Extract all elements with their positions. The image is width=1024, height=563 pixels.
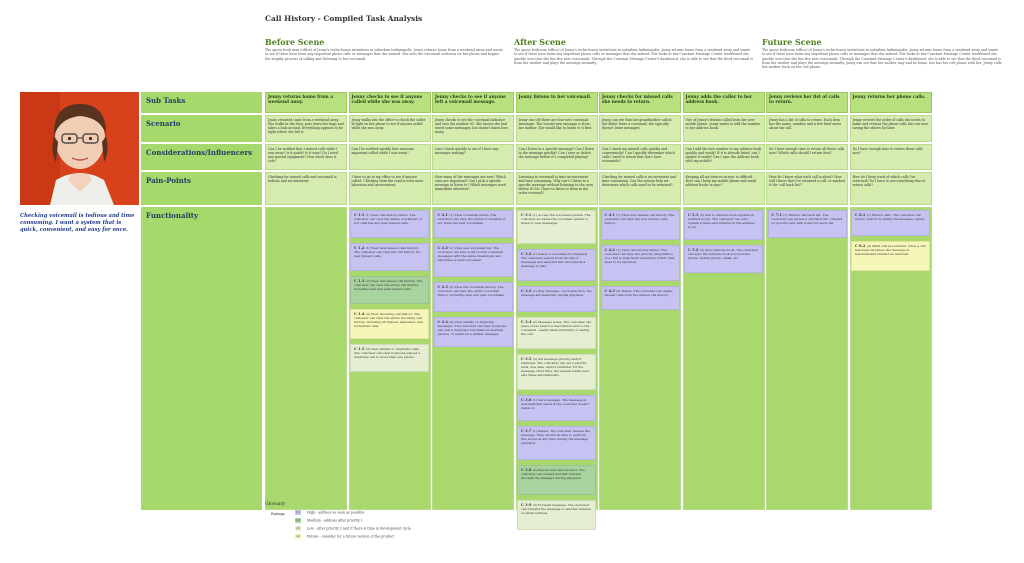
cell-painpoint: Listening to voicemail is time inconvenient and time consuming. Why can't I listen to a specific message without listening to the ones before it? Do I have to listen to them in the order received?: [516, 172, 598, 205]
functionality-card: [350, 344, 429, 372]
cell-painpoint: How do I know what each call is about? How will I know that I've returned a call, or marked it the 'call back list'?: [766, 172, 848, 205]
functionality-code: C 3.4: [521, 320, 533, 324]
functionality-priority: (2): [699, 213, 705, 217]
functionality-priority: (3): [532, 357, 538, 361]
functionality-card: [684, 245, 763, 273]
cell-scenario: Jenny checks to see the voicemail indicator and sees the number 05. She knows she had saved some messages, but doesn't know how many.: [432, 115, 514, 142]
functionality-text: View call history status. The customer can view the status of whether or not calls has any new missed calls.: [354, 213, 423, 225]
functionality-card: [350, 276, 429, 304]
functionality-code: C 2.4: [437, 320, 450, 324]
cell-consideration: Can I check my missed calls quickly and conveniently? Can I quickly determine which calls I need to return that don't have voicemails?: [599, 144, 681, 170]
document-title: Call History - Compiled Task Analysis: [265, 14, 423, 23]
functionality-priority: (1): [532, 252, 538, 256]
functionality-text: Mark call as returned. Once a call has been returned, the message is automatically marked as returned.: [855, 244, 926, 256]
functionality-code: C 3.9: [521, 503, 533, 507]
glossary-swatch: (3): [295, 526, 301, 530]
functionality-card: [517, 286, 596, 312]
functionality-card: [434, 317, 513, 347]
glossary-text: Future - consider for a future version of the product: [307, 534, 395, 539]
functionality-text: Save message. The message is automatically saved if the customer doesn't delete it.: [521, 398, 590, 410]
functionality-code: C 1.2: [354, 246, 366, 250]
functionality-priority: (1): [449, 246, 455, 250]
functionality-card: [768, 210, 847, 238]
functionality-text: Add to address book (update in address book). The customer can add / update a name and number in the address book.: [688, 213, 755, 229]
functionality-code: C 2.2: [437, 246, 450, 250]
glossary-swatch: (4): [295, 534, 301, 538]
cell-consideration: Can I be notified quickly that someone important called while I was away?: [349, 144, 431, 170]
functionality-code: C 7.1: [771, 213, 784, 217]
functionality-card: [517, 465, 596, 495]
functionality-card: [350, 243, 429, 271]
functionality-code: C 3.8: [521, 468, 533, 472]
cell-scenario: Jenny can see that her grandmother called, but didn't leave a voicemail; she typically doesn't leave messages.: [599, 115, 681, 142]
scene-title-before: Before Scene: [265, 37, 325, 47]
cell-scenario: Jenny returned came from a weekend away. She walks in the door, puts down her bags and takes a look around. Everything appears to be right where she left it.: [265, 115, 347, 142]
cell-scenario: Jenny reviews the order of calls she needs to make and returns the phone calls she can now, saving the others for later.: [850, 115, 932, 142]
functionality-text: View new voicemail list. The customer can view a list of new voicemail messages with the same breakdown and date/time of each voicemail.: [437, 246, 503, 262]
row-label-scenario: Scenario: [141, 115, 262, 142]
functionality-text: View similar or duplicate messages. The customer can view if anyone who left a duplicate voicemail on multiple phones, or email for a similar message.: [437, 320, 507, 336]
cell-painpoint: Checking for missed calls is inconvenient and time consuming. Can the system help me determine which calls need to be returned?: [599, 172, 681, 205]
persona-quote: Checking voicemail is tedious and time consuming. I want a system that is quick, convenient, and easy for once.: [20, 213, 135, 234]
functionality-priority: (1): [532, 398, 538, 402]
cell-scenario: Jenny walks into the office to check the caller id light on her phone to see if anyone called while she was away.: [349, 115, 431, 142]
functionality-priority: (1): [783, 213, 789, 217]
functionality-code: C 1.5: [354, 347, 366, 351]
row-label-painpoints: Pain-Points: [141, 172, 262, 205]
functionality-card: [517, 210, 596, 244]
functionality-text: Sync address book. The customer can sync the address book across home phone, mobile phone, email, etc.: [688, 248, 758, 260]
scene-title-future: Future Scene: [762, 37, 822, 47]
functionality-priority: (1): [532, 289, 538, 293]
cell-subtask: Jenny returns home from a weekend away.: [265, 92, 347, 113]
functionality-text: View call priority status. The customer can view the priority (importance of a call) to help them determine which calls need to be returned.: [604, 248, 675, 264]
functionality-code: C 3.5: [521, 357, 533, 361]
functionality-card: [434, 210, 513, 238]
functionality-priority: (1): [532, 213, 538, 217]
functionality-code: C 8.1: [855, 213, 867, 217]
functionality-text: Rewind and fast-forward. The customer can rewind and fast forward through the message during playback.: [521, 468, 585, 480]
cell-painpoint: How many of the messages are new? Which ones are important? Can I pick a specific message to listen to? Which messages need immediate attention?: [432, 172, 514, 205]
functionality-priority: (4): [866, 244, 872, 248]
functionality-priority: (3): [532, 503, 538, 507]
functionality-card: [851, 241, 930, 271]
functionality-card: [517, 354, 596, 390]
functionality-card: [601, 245, 680, 281]
cell-consideration: Do I have enough time to return all these calls now? Which calls should I return first?: [766, 144, 848, 170]
functionality-text: Review call back list. The customer can review a call back list, ordered by priority, and with notes for each call.: [771, 213, 843, 225]
glossary-subtitle: Ratings: [271, 512, 285, 516]
functionality-code: C 4.1: [604, 213, 617, 217]
functionality-text: Delete. The customer deletes the message. They should be able to perform this action at any time during the message playback.: [521, 429, 591, 445]
functionality-code: C 3.6: [521, 398, 533, 402]
glossary-text: Medium - address after priority 1: [307, 518, 363, 523]
functionality-card: [434, 243, 513, 277]
functionality-code: C 1.1: [354, 213, 366, 217]
functionality-code: C 5.1: [688, 213, 700, 217]
functionality-code: C 3.3: [521, 289, 533, 293]
glossary-item: [295, 534, 394, 539]
functionality-code: C 1.3: [354, 279, 366, 283]
cell-scenario: Jenny has a list of calls to return. Each item has the name, number, and a few brief notes about the call.: [766, 115, 848, 142]
functionality-priority: (2): [449, 285, 455, 289]
glossary-text: Low - after priority 2 and if there is time in development cycle: [307, 526, 412, 531]
cell-consideration: Can I listen to a specific message? Can I listen to the message quickly? Can I save or delete the message before it's completed playing?: [516, 144, 598, 170]
functionality-text: Set message priority and/or reminder. The customer can set a priority level, due date, and/or reminder for the message. Over time, the system learns and sets these automatically.: [521, 357, 589, 377]
cell-scenario: Jenny can tell there are four new voicemail messages. The second new message is from her mother. She would like to listen to it first.: [516, 115, 598, 142]
cell-subtask: Jenny reviews her list of calls to return.: [766, 92, 848, 113]
glossary-item: [295, 518, 363, 523]
scene-intro-before: The quote book man (office) of Jenny's techn-house inventions in suburban Indianapolis. Jenny returns home from a weekend away and wants to see if there have been any important phone calls or messages that she missed. She sees the voicemail indicator on her phone and begins the lengthy process of calling and listening to her voicemail.: [265, 48, 503, 61]
functionality-card: [517, 426, 596, 460]
functionality-card: [517, 317, 596, 349]
functionality-code: C 3.7: [521, 429, 533, 433]
functionality-priority: (2): [532, 320, 538, 324]
cell-subtask: Jenny checks to see if anyone left a voicemail message.: [432, 92, 514, 113]
functionality-text: Access the voicemail system. The customer accesses the voicemail system to listen to new messages.: [521, 213, 591, 225]
cell-painpoint: Keeping all my devices in sync is difficult. How can I keep my mobile phone and email address books in sync?: [683, 172, 765, 205]
functionality-card: [601, 286, 680, 310]
cell-consideration: Can I be notified that I missed calls while I was away? Is it quick? Is it easy? Do I need any special equipment? How much does it cost?: [265, 144, 347, 170]
functionality-card: [434, 282, 513, 312]
functionality-text: View new missed calls history. The customer can view the call history for new missed calls.: [354, 246, 421, 258]
functionality-priority: (3): [365, 347, 371, 351]
functionality-card: [350, 309, 429, 339]
cell-scenario: One of Jenny's friends called from her new mobile phone. Jenny wants to add the number to her address book.: [683, 115, 765, 142]
functionality-code: C 8.2: [855, 244, 867, 248]
glossary-swatch: (1): [295, 510, 301, 514]
persona-portrait-image: [20, 92, 139, 205]
functionality-code: C 2.3: [437, 285, 450, 289]
functionality-text: Play message. Upon selection, the message automatically begins playback.: [521, 289, 592, 297]
cell-subtask: Jenny checks for missed calls she needs to return.: [599, 92, 681, 113]
functionality-text: Forward message. The customer can forward the message to another number or email address.: [521, 503, 592, 515]
cell-consideration: Can I check quickly to see if I have any messages waiting?: [432, 144, 514, 170]
functionality-priority: (2): [532, 468, 538, 472]
persona-photo: [20, 92, 139, 205]
glossary-title: Glossary: [265, 502, 286, 507]
functionality-column: [766, 207, 848, 510]
functionality-text: View similar or duplicate calls. The customer can view if anyone placed a duplicate call to more than one phone.: [354, 347, 420, 359]
functionality-code: C 2.1: [437, 213, 450, 217]
functionality-text: Select a voicemail for playback. The customer selects from the list of messages and selected info and selects a message to play.: [521, 252, 588, 268]
functionality-card: [517, 500, 596, 530]
functionality-text: View voicemail status. The customer can view the status of whether or not there are new voicemails.: [437, 213, 506, 225]
functionality-text: Message notes. The customer can place notes and/or a description next to the voicemail - useful when returning or saving the call.: [521, 320, 592, 336]
functionality-text: View new missed call history. The customer can view the new missed calls history.: [604, 213, 675, 225]
functionality-priority: (3): [365, 312, 371, 316]
functionality-code: C 5.2: [688, 248, 700, 252]
functionality-text: View full voicemail history. The customer can view the entire voicemail history, including new and past voicemails.: [437, 285, 505, 297]
cell-painpoint: How do I keep track of which calls I've returned? Do I have to use something else to return calls?: [850, 172, 932, 205]
functionality-text: View full missed call history. The customer can view the entire call history, including new and past missed calls.: [354, 279, 423, 291]
functionality-card: [517, 249, 596, 281]
functionality-card: [517, 395, 596, 421]
scene-title-after: After Scene: [514, 37, 566, 47]
cell-consideration: Can I add the new number to my address book quickly and easily? If it is already listed, can I update it easily? Can I sync the address book with my mobile?: [683, 144, 765, 170]
functionality-column: [265, 207, 347, 510]
functionality-card: [684, 210, 763, 240]
glossary-swatch: (2): [295, 518, 301, 522]
functionality-card: [851, 210, 930, 236]
functionality-card: [350, 210, 429, 238]
functionality-code: C 3.2: [521, 252, 533, 256]
row-label-functionality: Functionality: [141, 207, 262, 510]
glossary-item: [295, 510, 364, 515]
cell-subtask: Jenny returns her phone calls.: [850, 92, 932, 113]
row-label-subtasks: Sub Tasks: [141, 92, 262, 113]
functionality-code: C 4.2: [604, 248, 617, 252]
functionality-code: C 1.4: [354, 312, 366, 316]
functionality-priority: (2): [616, 289, 622, 293]
glossary-item: [295, 526, 411, 531]
functionality-priority: (1): [866, 213, 872, 217]
functionality-text: Return calls. The customer can return calls from within the message center.: [855, 213, 925, 221]
cell-subtask: Jenny checks to see if anyone called while she was away.: [349, 92, 431, 113]
functionality-card: [601, 210, 680, 240]
scene-intro-future: The quote bedroom (office) of Jenny's techn-house inventions in suburban Indianapolis. Jenny returns home from a weekend away and wants to see if there have been any important phone calls or messages that she missed. She looks at her Constant Message Center Dashboard she quickly sees that she has five new voicemails. Through the Constant Message Center's dashboard, she is able to see that the third voicemail is from her mother and plays the message instantly. Jenny can see that her mother may and be home, but has her cell phone with her. Jenny calls her mother back on her cell phone.: [762, 48, 1002, 70]
glossary-text: High - address as soon as possible: [307, 510, 365, 515]
cell-painpoint: Checking for missed calls and voicemail is tedious and inconvenient.: [265, 172, 347, 205]
cell-painpoint: I have to go to my office to see if anyone called. Checking from the road is even more laborious and inconvenient.: [349, 172, 431, 205]
functionality-priority: (1): [365, 213, 371, 217]
functionality-text: View incoming call history. The customer can view the entire incoming call history, including all missed, answered, and forwarded calls.: [354, 312, 423, 328]
scene-intro-after: The quote bedroom (office) of Jenny's techn-house inventions in suburban Indianapolis. Jenny returns home from a weekend away and wants to see if there have been any important phone calls or messages that she missed. She looks at her Constant Message Center Dashboard she quickly sees that she has five new voicemails. Through the Constant Message Center's dashboard, she is able to see that the third voicemail is from her mother and plays the message instantly.: [514, 48, 753, 65]
functionality-priority: (2): [365, 279, 371, 283]
functionality-priority: (1): [616, 213, 622, 217]
functionality-priority: (1): [532, 429, 538, 433]
functionality-code: C 4.3: [604, 289, 617, 293]
functionality-priority: (3): [449, 320, 455, 324]
functionality-text: Delete. The customer can delete missed calls from the missed call history.: [604, 289, 673, 297]
functionality-code: C 3.1: [521, 213, 533, 217]
functionality-priority: (1): [365, 246, 371, 250]
functionality-priority: (1): [449, 213, 455, 217]
functionality-priority: (3): [699, 248, 705, 252]
functionality-priority: (1): [616, 248, 622, 252]
cell-subtask: Jenny adds the caller to her address book.: [683, 92, 765, 113]
row-label-considerations: Considerations/Influencers: [141, 144, 262, 170]
cell-subtask: Jenny listens to her voicemail.: [516, 92, 598, 113]
cell-consideration: Do I have enough time to return these calls now?: [850, 144, 932, 170]
